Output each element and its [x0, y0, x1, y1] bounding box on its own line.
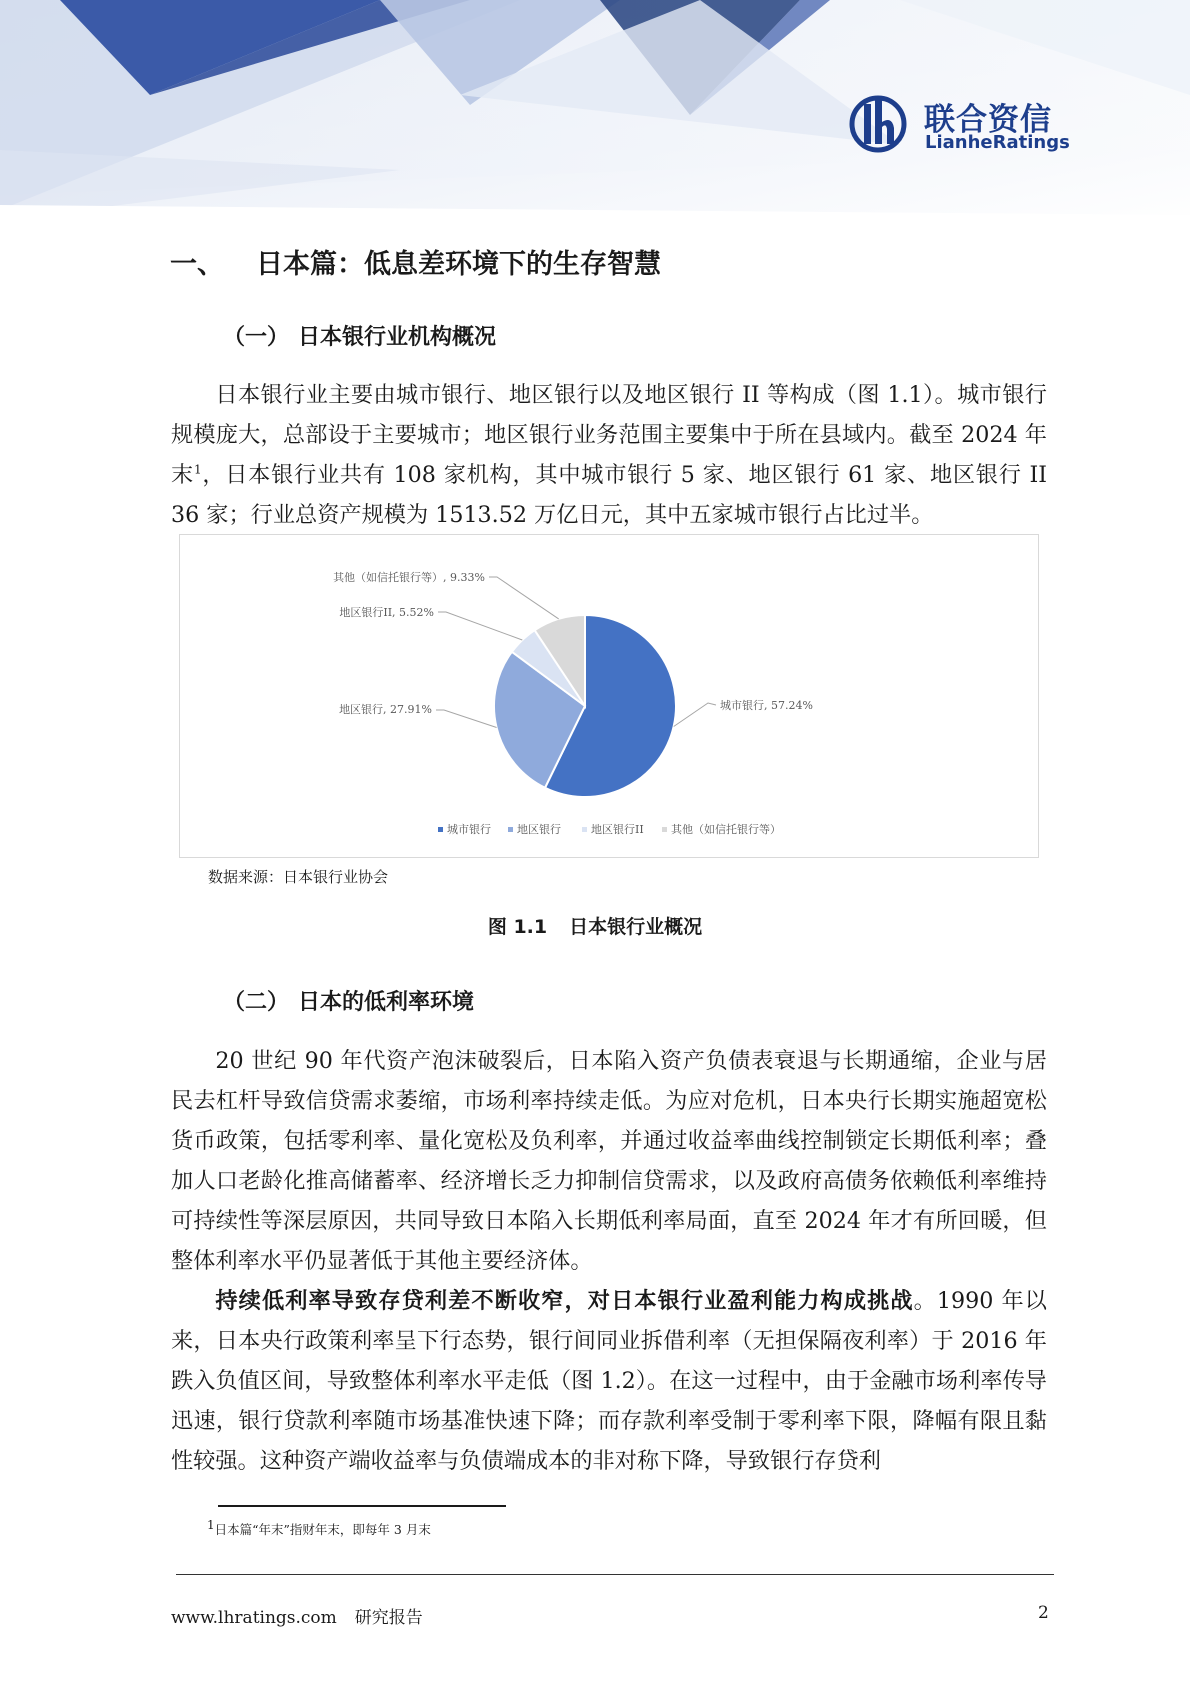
footnote-text: 日本篇“年末”指财年末，即每年 3 月末 — [214, 1522, 431, 1537]
data-label: 其他（如信托银行等）, 9.33% — [333, 571, 485, 584]
legend-swatch — [662, 827, 667, 832]
footer-divider — [176, 1574, 1054, 1575]
data-label: 城市银行, 57.24% — [720, 699, 813, 712]
paragraph-text: 。1990 年以来，日本央行政策利率呈下行态势，银行间同业拆借利率（无担保隔夜利率）于 2016 年跌入负值区间，导致整体利率水平走低（图 1.2）。在这一过程中，由于金融市场利率传导迅速，银行贷款利率随市场基准快速下降；而存款利率受制于零利率下限，降幅有限且黏性较强。这种资产端收益率与负债端成本的非对称下降，导致银行存贷利 — [171, 1288, 1047, 1474]
subsection-number: （一） — [223, 325, 290, 350]
subsection-number: （二） — [223, 990, 290, 1015]
legend-item — [438, 822, 491, 836]
legend-swatch — [582, 827, 587, 832]
logo-chinese-name: 联合资信 — [924, 102, 1052, 138]
footnote-divider — [218, 1505, 506, 1507]
figure-title: 日本银行业概况 — [569, 916, 703, 938]
leader-line — [438, 612, 522, 640]
pie-chart-canvas — [180, 535, 1038, 857]
footnote — [207, 1517, 431, 1538]
footnote-reference: 1 — [193, 462, 202, 477]
leader-line — [436, 710, 497, 728]
legend-swatch — [438, 827, 443, 832]
legend-item — [508, 822, 561, 836]
figure-caption — [0, 912, 1190, 939]
subsection-title: 日本的低利率环境 — [298, 990, 475, 1015]
company-logo — [848, 92, 1068, 156]
footer-website: www.lhratings.com — [171, 1608, 337, 1628]
legend-label: 地区银行II — [591, 823, 644, 836]
legend-item — [582, 822, 644, 836]
paragraph-2: 20 世纪 90 年代资产泡沫破裂后，日本陷入资产负债表衰退与长期通缩，企业与居民去杠杆导致信贷需求萎缩，市场利率持续走低。为应对危机，日本央行长期实施超宽松货币政策，包括零利率、量化宽松及负利率，并通过收益率曲线控制锁定长期低利率；叠加人口老龄化推高储蓄率、经济增长乏力抑制信贷需求，以及政府高债务依赖低利率维持可持续性等深层原因，共同导致日本陷入长期低利率局面，直至 2024 年才有所回暖，但整体利率水平仍显著低于其他主要经济体。 — [171, 1048, 1047, 1274]
legend-label: 城市银行 — [447, 823, 491, 836]
paragraph-text: ，日本银行业共有 108 家机构，其中城市银行 5 家、地区银行 61 家、地区银行 II 36 家；行业总资产规模为 1513.52 万亿日元，其中五家城市银行占比过半。 — [171, 462, 1047, 528]
subsection-heading-1 — [223, 320, 496, 351]
figure-number: 图 1.1 — [487, 916, 548, 938]
legend-swatch — [508, 827, 513, 832]
legend-label: 其他（如信托银行等） — [671, 823, 781, 836]
footnote-mark: 1 — [207, 1517, 215, 1532]
paragraph-3 — [171, 1281, 1047, 1481]
subsection-title: 日本银行业机构概况 — [298, 325, 497, 350]
paragraph-text: 日本银行业主要由城市银行、地区银行以及地区银行 II 等构成（图 1.1）。城市银行规模庞大，总部设于主要城市；地区银行业务范围主要集中于所在县域内。截至 2024 年末 — [171, 382, 1047, 488]
data-label: 地区银行, 27.91% — [339, 703, 432, 716]
legend-item — [662, 822, 781, 836]
data-label: 地区银行II, 5.52% — [339, 606, 434, 619]
leader-line — [674, 703, 716, 727]
legend-label: 地区银行 — [517, 823, 561, 836]
page-footer — [171, 1603, 423, 1628]
pie-chart — [179, 534, 1039, 858]
page-number: 2 — [1038, 1603, 1049, 1623]
subsection-heading-2 — [223, 985, 474, 1016]
logo-mark-icon — [848, 92, 910, 156]
section-title: 日本篇：低息差环境下的生存智慧 — [256, 249, 661, 280]
figure-source: 数据来源：日本银行业协会 — [208, 868, 389, 886]
leader-line — [489, 577, 559, 619]
section-heading — [170, 242, 661, 281]
footer-label: 研究报告 — [354, 1608, 423, 1628]
paragraph-1 — [171, 375, 1047, 535]
logo-english-name: LianheRatings — [925, 132, 1070, 153]
emphasis-text: 持续低利率导致存贷利差不断收窄，对日本银行业盈利能力构成挑战 — [215, 1288, 914, 1314]
section-number: 一、 — [170, 249, 224, 280]
